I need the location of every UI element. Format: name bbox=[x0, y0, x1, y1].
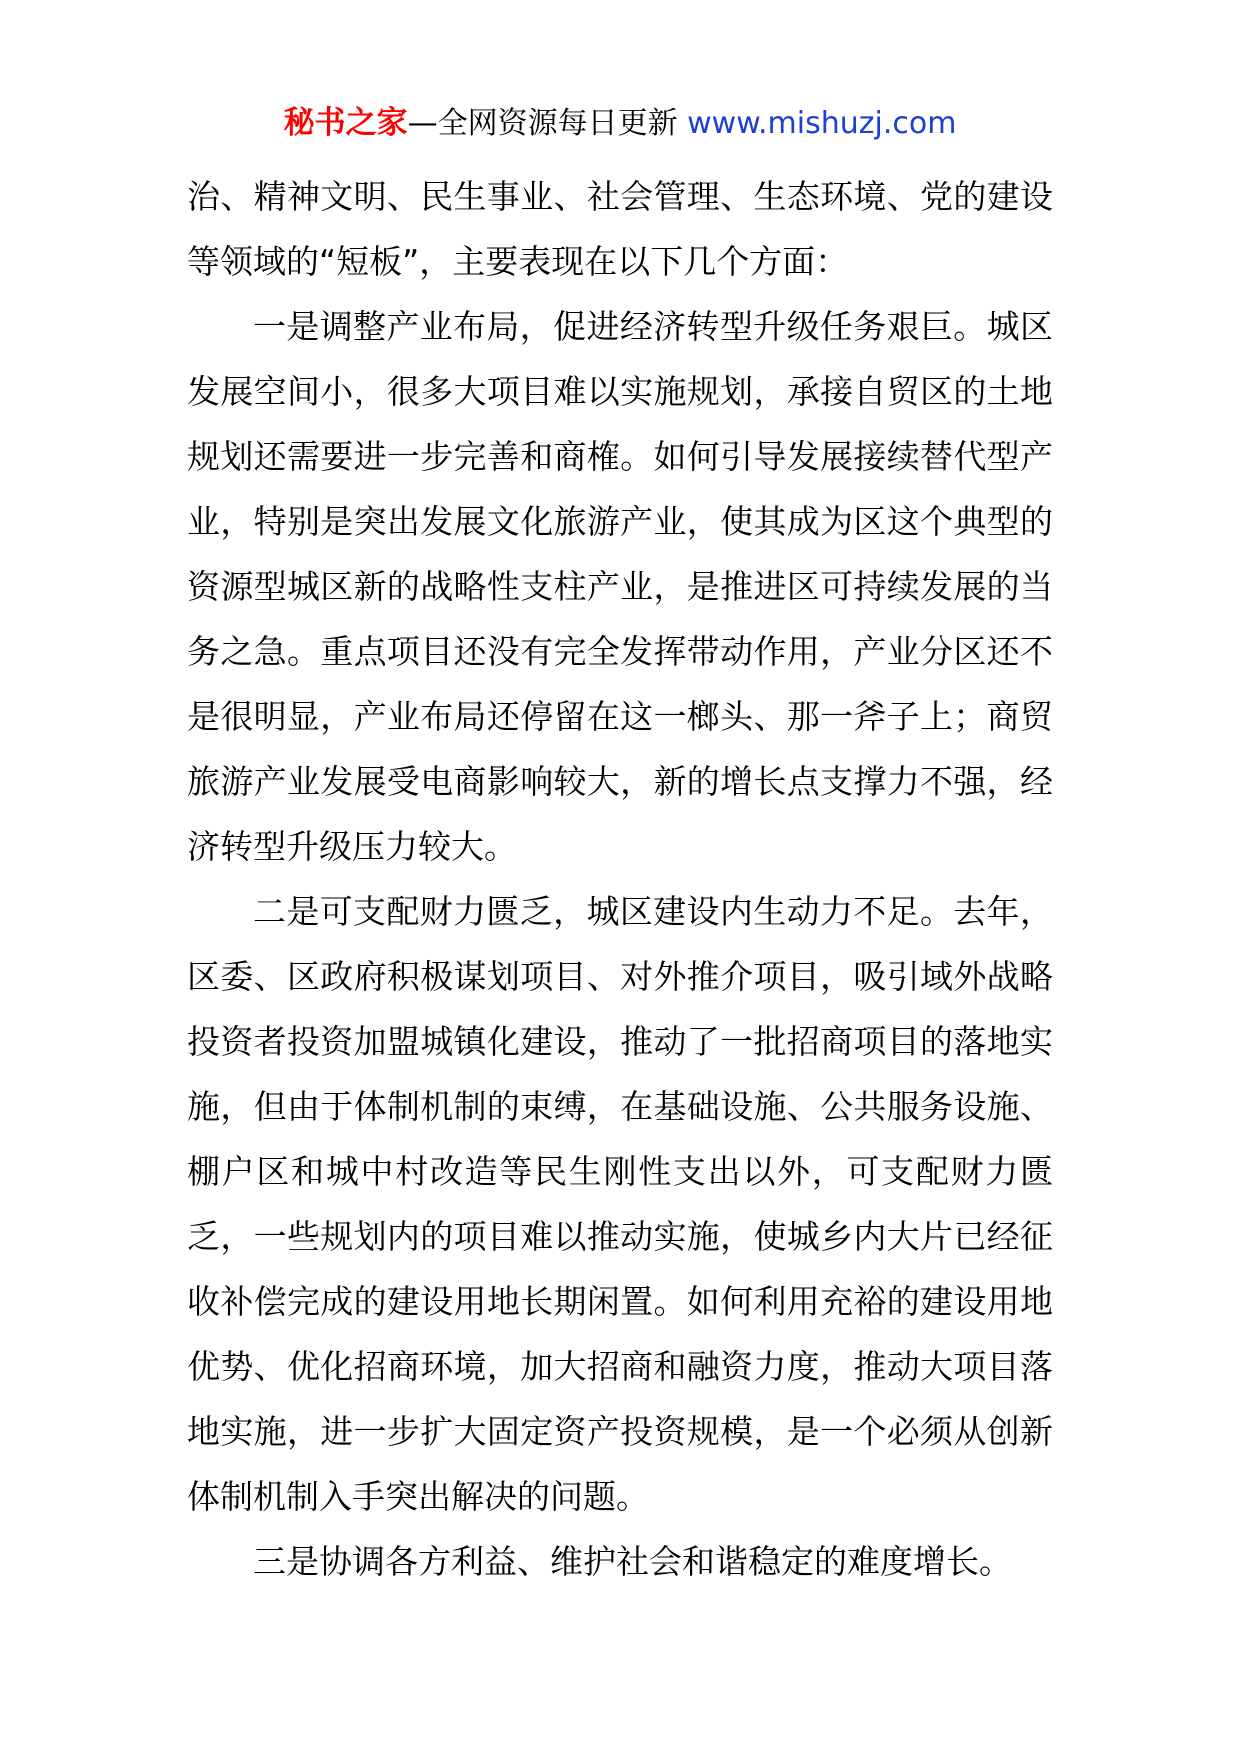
paragraph-continuation: 治、精神文明、民生事业、社会管理、生态环境、党的建设等领域的“短板”，主要表现在以下几个方面： bbox=[187, 177, 1053, 281]
header-tagline: —全网资源每日更新 bbox=[407, 106, 678, 141]
paragraph-industry-layout: 一是调整产业布局，促进经济转型升级任务艰巨。城区发展空间小，很多大项目难以实施规划，承接自贸区的土地规划还需要进一步完善和商榷。如何引导发展接续替代型产业，特别是突出发展文化旅游产业，使其成为区这个典型的资源型城区新的战略性支柱产业，是推进区可持续发展的当务之急。重点项目还没有完全发挥带动作用，产业分区还不是很明显，产业布局还停留在这一榔头、那一斧子上；商贸旅游产业发展受电商影响较大，新的增长点支撑力不强，经济转型升级压力较大。 bbox=[187, 307, 1053, 866]
site-header bbox=[0, 100, 1240, 147]
paragraph-social-stability: 三是协调各方利益、维护社会和谐稳定的难度增长。 bbox=[253, 1542, 1012, 1581]
paragraph-fiscal-capacity: 二是可支配财力匮乏，城区建设内生动力不足。去年，区委、区政府积极谋划项目、对外推介项目，吸引域外战略投资者投资加盟城镇化建设，推动了一批招商项目的落地实施，但由于体制机制的束缚，在基础设施、公共服务设施、棚户区和城中村改造等民生刚性支出以外，可支配财力匮乏，一些规划内的项目难以推动实施，使城乡内大片已经征收补偿完成的建设用地长期闲置。如何利用充裕的建设用地优势、优化招商环境，加大招商和融资力度，推动大项目落地实施，进一步扩大固定资产投资规模，是一个必须从创新体制机制入手突出解决的问题。 bbox=[187, 892, 1053, 1516]
site-url-link[interactable]: www.mishuzj.com bbox=[687, 106, 957, 141]
document-body bbox=[187, 164, 1053, 1594]
brand-name: 秘书之家 bbox=[283, 105, 408, 141]
